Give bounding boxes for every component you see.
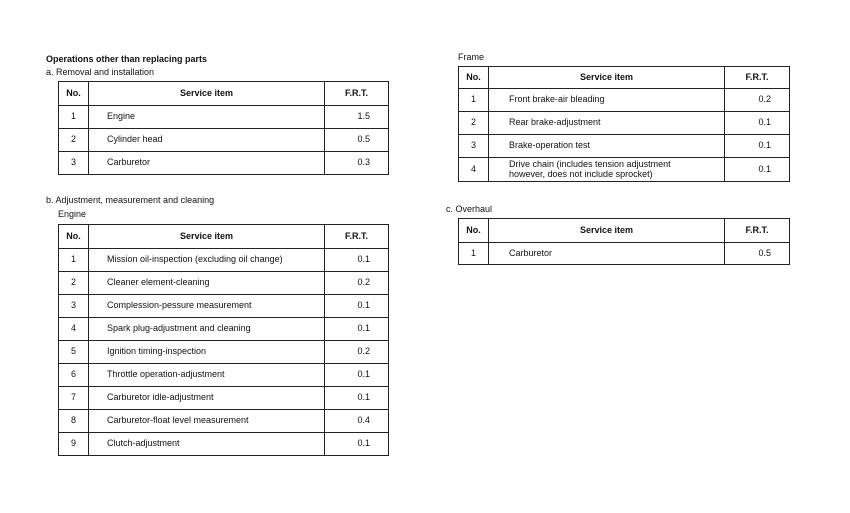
table-row bbox=[59, 318, 389, 341]
table-row bbox=[59, 341, 389, 364]
row-no-cell: 1 bbox=[459, 89, 489, 112]
section-a-title: a. Removal and installation bbox=[46, 67, 155, 77]
row-service-item-cell: Front brake-air bleading bbox=[489, 89, 725, 112]
table-row bbox=[459, 135, 790, 158]
col-header-frt: F.R.T. bbox=[725, 219, 790, 243]
table-row bbox=[59, 410, 389, 433]
row-no-cell: 1 bbox=[59, 106, 89, 129]
row-service-item-cell: Clutch-adjustment bbox=[89, 433, 325, 456]
col-header-service-item: Service item bbox=[89, 225, 325, 249]
row-service-item-cell: Brake-operation test bbox=[489, 135, 725, 158]
row-frt-cell: 0.4 bbox=[325, 410, 389, 433]
table-row bbox=[59, 387, 389, 410]
table-header-row bbox=[59, 225, 389, 249]
row-frt-cell: 0.1 bbox=[325, 433, 389, 456]
removal-installation-table bbox=[58, 81, 389, 175]
table-row bbox=[459, 89, 790, 112]
row-frt-cell: 0.1 bbox=[325, 249, 389, 272]
section-b-subtitle: Engine bbox=[58, 209, 87, 219]
table-header-row bbox=[459, 67, 790, 89]
table-header-row bbox=[459, 219, 790, 243]
table-row bbox=[59, 433, 389, 456]
row-frt-cell: 0.2 bbox=[325, 341, 389, 364]
row-service-item-cell: Mission oil-inspection (excluding oil change) bbox=[89, 249, 325, 272]
col-header-frt: F.R.T. bbox=[725, 67, 790, 89]
table-row bbox=[59, 106, 389, 129]
row-no-cell: 5 bbox=[59, 341, 89, 364]
row-service-item-cell: Engine bbox=[89, 106, 325, 129]
row-service-item-cell: Throttle operation-adjustment bbox=[89, 364, 325, 387]
row-service-item-cell: Rear brake-adjustment bbox=[489, 112, 725, 135]
col-header-frt: F.R.T. bbox=[325, 225, 389, 249]
row-service-item-cell: Spark plug-adjustment and cleaning bbox=[89, 318, 325, 341]
table-row bbox=[59, 295, 389, 318]
col-header-no: No. bbox=[59, 82, 89, 106]
row-frt-cell: 0.2 bbox=[725, 89, 790, 112]
row-service-item-cell: Cleaner element-cleaning bbox=[89, 272, 325, 295]
table-row bbox=[59, 272, 389, 295]
row-service-item-cell: Ignition timing-inspection bbox=[89, 341, 325, 364]
row-frt-cell: 0.1 bbox=[325, 387, 389, 410]
col-header-no: No. bbox=[59, 225, 89, 249]
table-row bbox=[459, 243, 790, 265]
row-no-cell: 8 bbox=[59, 410, 89, 433]
row-frt-cell: 0.5 bbox=[725, 243, 790, 265]
row-frt-cell: 0.3 bbox=[325, 152, 389, 175]
frame-table bbox=[458, 66, 790, 182]
row-frt-cell: 0.2 bbox=[325, 272, 389, 295]
row-no-cell: 3 bbox=[59, 295, 89, 318]
row-frt-cell: 0.1 bbox=[725, 135, 790, 158]
table-row bbox=[59, 152, 389, 175]
row-frt-cell: 1.5 bbox=[325, 106, 389, 129]
table-row bbox=[59, 364, 389, 387]
row-service-item-cell: Carburetor bbox=[489, 243, 725, 265]
row-no-cell: 4 bbox=[459, 158, 489, 182]
row-no-cell: 3 bbox=[459, 135, 489, 158]
col-header-frt: F.R.T. bbox=[325, 82, 389, 106]
table-row bbox=[59, 129, 389, 152]
col-header-service-item: Service item bbox=[489, 67, 725, 89]
table-row bbox=[459, 158, 790, 182]
row-no-cell: 6 bbox=[59, 364, 89, 387]
row-no-cell: 4 bbox=[59, 318, 89, 341]
col-header-service-item: Service item bbox=[489, 219, 725, 243]
table-row bbox=[459, 112, 790, 135]
row-service-item-cell: Carburetor-float level measurement bbox=[89, 410, 325, 433]
row-no-cell: 2 bbox=[59, 272, 89, 295]
row-no-cell: 2 bbox=[459, 112, 489, 135]
row-no-cell: 3 bbox=[59, 152, 89, 175]
row-frt-cell: 0.1 bbox=[325, 364, 389, 387]
row-frt-cell: 0.1 bbox=[725, 112, 790, 135]
row-no-cell: 1 bbox=[59, 249, 89, 272]
row-service-item-cell: Carburetor bbox=[89, 152, 325, 175]
table-row bbox=[59, 249, 389, 272]
table-header-row bbox=[59, 82, 389, 106]
adjustment-engine-table bbox=[58, 224, 389, 456]
row-service-item-cell: Cylinder head bbox=[89, 129, 325, 152]
main-heading: Operations other than replacing parts bbox=[46, 54, 208, 64]
row-frt-cell: 0.1 bbox=[325, 295, 389, 318]
col-header-no: No. bbox=[459, 219, 489, 243]
overhaul-table bbox=[458, 218, 790, 265]
row-no-cell: 2 bbox=[59, 129, 89, 152]
section-b-title: b. Adjustment, measurement and cleaning bbox=[46, 195, 215, 205]
row-no-cell: 7 bbox=[59, 387, 89, 410]
row-service-item-cell: Drive chain (includes tension adjustment however, does not include sprocket) bbox=[489, 158, 725, 182]
frame-title: Frame bbox=[458, 52, 485, 62]
col-header-no: No. bbox=[459, 67, 489, 89]
row-no-cell: 1 bbox=[459, 243, 489, 265]
row-frt-cell: 0.5 bbox=[325, 129, 389, 152]
row-service-item-cell: Carburetor idle-adjustment bbox=[89, 387, 325, 410]
row-frt-cell: 0.1 bbox=[325, 318, 389, 341]
row-service-item-cell: Complession-pessure measurement bbox=[89, 295, 325, 318]
section-c-title: c. Overhaul bbox=[446, 204, 493, 214]
col-header-service-item: Service item bbox=[89, 82, 325, 106]
row-no-cell: 9 bbox=[59, 433, 89, 456]
row-frt-cell: 0.1 bbox=[725, 158, 790, 182]
